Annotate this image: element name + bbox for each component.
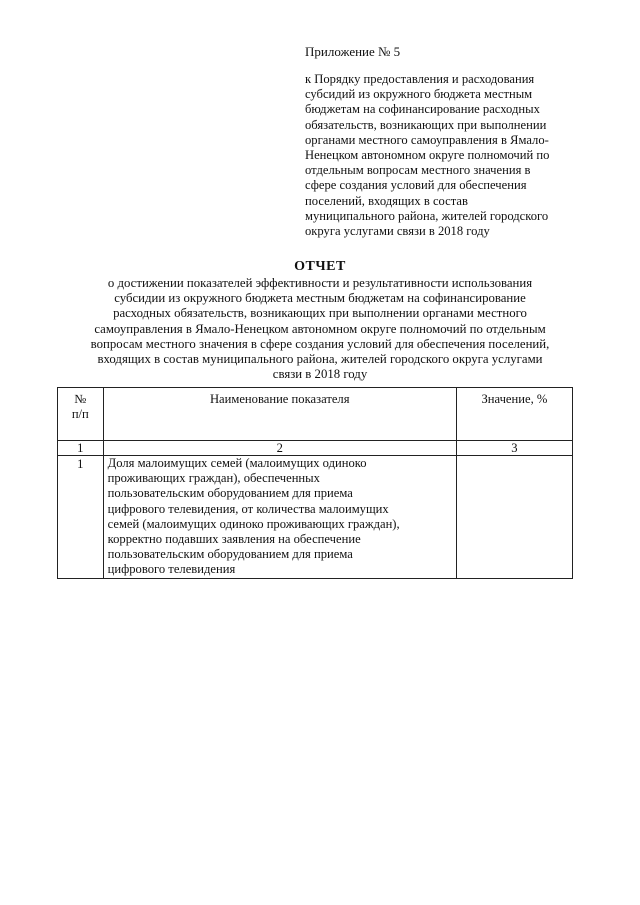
header-num-symbol: № xyxy=(74,392,87,406)
indicator-name-line: проживающих граждан), обеспеченных xyxy=(107,471,320,486)
appendix-line: поселений, входящих в состав xyxy=(305,193,468,208)
column-number-row xyxy=(58,441,573,456)
header-value: Значение, % xyxy=(456,388,572,441)
indicator-name-line: цифрового телевидения xyxy=(107,562,236,577)
appendix-line: бюджетам на софинансирование расходных xyxy=(305,102,540,117)
report-subtitle-line: расходных обязательств, возникающих при выполнении органами местного xyxy=(113,306,527,321)
header-num-abbr: п/п xyxy=(71,407,89,421)
indicator-table xyxy=(57,387,573,579)
table-header-row xyxy=(58,388,573,441)
appendix-line: отдельным вопросам местного значения в xyxy=(305,163,531,178)
report-subtitle xyxy=(0,276,640,382)
indicator-name-line: Доля малоимущих семей (малоимущих одиноко xyxy=(107,456,367,470)
indicator-name xyxy=(103,456,456,579)
appendix-block xyxy=(305,44,605,239)
report-subtitle-line: связи в 2018 году xyxy=(272,367,368,382)
appendix-line: округа услугами связи в 2018 году xyxy=(305,224,490,239)
appendix-line: к Порядку предоставления и расходования xyxy=(305,72,535,86)
report-subtitle-line: вопросам местного значения в сфере создания условий для обеспечения поселений, xyxy=(90,336,550,351)
indicator-name-line: пользовательским оборудованием для приема xyxy=(107,486,353,501)
appendix-line: Ненецком автономном округе полномочий по xyxy=(305,148,550,163)
appendix-line: сфере создания условий для обеспечения xyxy=(305,178,527,193)
report-title: ОТЧЕТ xyxy=(294,259,346,274)
header-name: Наименование показателя xyxy=(103,388,456,441)
indicator-value xyxy=(456,456,572,579)
header-num xyxy=(58,388,104,441)
indicator-name-line: корректно подавших заявления на обеспечение xyxy=(107,532,361,547)
column-number: 1 xyxy=(58,441,104,456)
appendix-title: Приложение № 5 xyxy=(305,44,401,59)
table-row xyxy=(58,456,573,579)
indicator-name-line: семей (малоимущих одиноко проживающих граждан), xyxy=(107,516,400,531)
column-number: 2 xyxy=(103,441,456,456)
appendix-line: обязательств, возникающих при выполнении xyxy=(305,117,547,132)
indicator-name-line: цифрового телевидения, от количества малоимущих xyxy=(107,501,389,516)
report-subtitle-line: входящих в состав муниципального района, жителей городского округа услугами xyxy=(97,352,543,367)
indicator-name-line: пользовательским оборудованием для приема xyxy=(107,547,353,562)
row-number: 1 xyxy=(58,456,104,579)
report-subtitle-line: самоуправления в Ямало-Ненецком автономном округе полномочий по отдельным xyxy=(94,321,546,336)
report-subtitle-line: субсидии из окружного бюджета местным бюджетам на софинансирование xyxy=(114,291,526,306)
appendix-line: субсидий из окружного бюджета местным xyxy=(305,87,533,102)
column-number: 3 xyxy=(456,441,572,456)
report-subtitle-line: о достижении показателей эффективности и результативности использования xyxy=(107,276,533,290)
appendix-line: органами местного самоуправления в Ямало- xyxy=(305,132,549,147)
appendix-text xyxy=(305,72,605,239)
appendix-line: муниципального района, жителей городского xyxy=(305,208,549,223)
